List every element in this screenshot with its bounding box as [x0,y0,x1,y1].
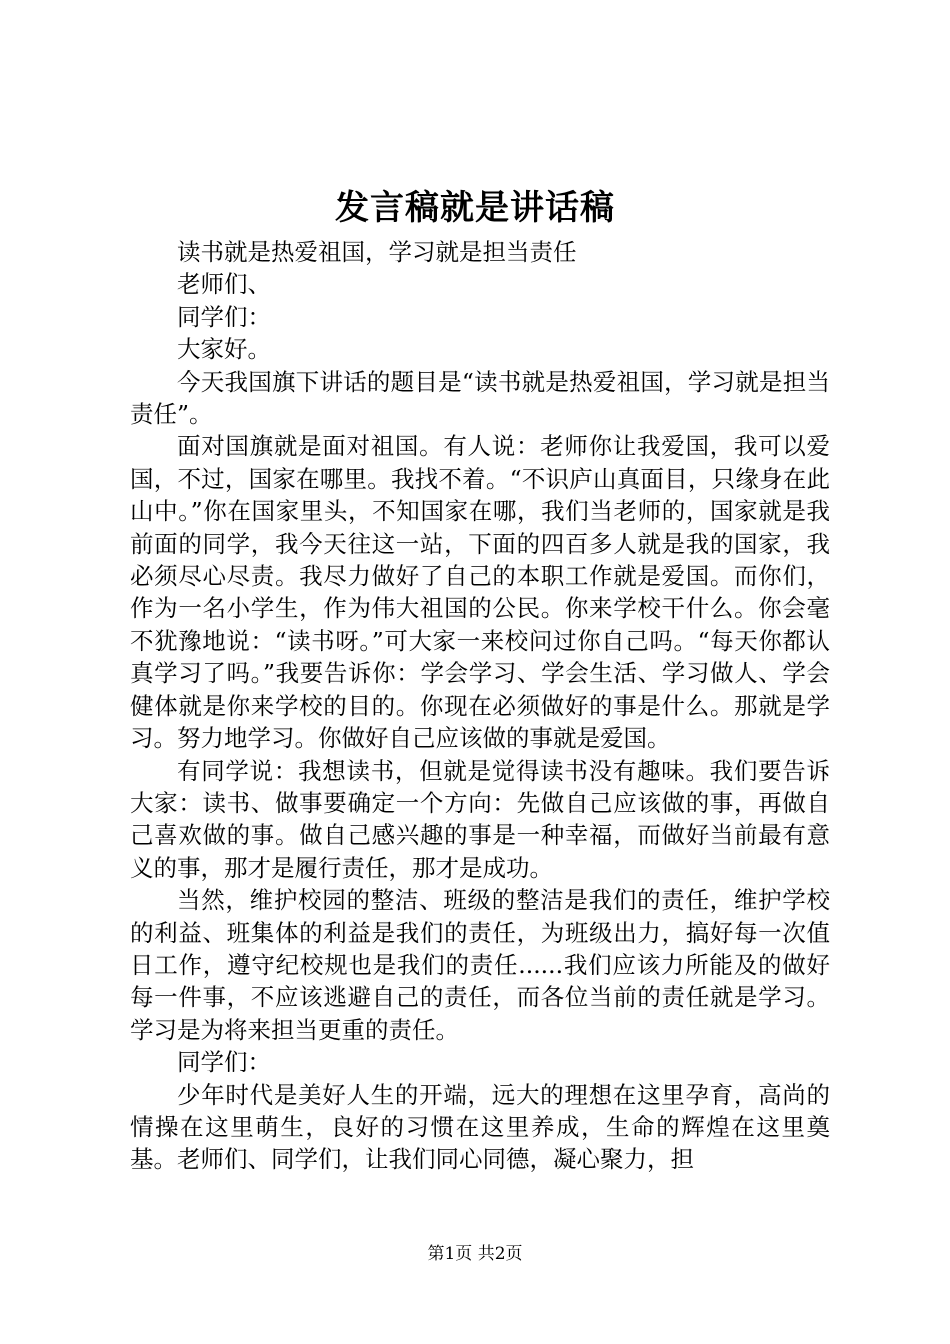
paragraph-salutation-teachers: 老师们、 [177,270,271,299]
paragraph-body: 面对国旗就是面对祖国。有人说：老师你让我爱国，我可以爱国，不过，国家在哪里。我找不着。“不识庐山真面目，只缘身在此山中。”你在国家里头，不知国家在哪，我们当老师的，国家就是我前面的同学，我今天往这一站，下面的四百多人就是我的国家，我必须尽心尽责。我尽力做好了自己的本职工作就是爱国。而你们，作为一名小学生，作为伟大祖国的公民。你来学校干什么。你会毫不犹豫地说：“读书呀。”可大家一来校问过你自己吗。“每天你都认真学习了吗。”我要告诉你：学会学习、学会生活、学习做人、学会健体就是你来学校的目的。你现在必须做好的事是什么。那就是学习。努力地学习。你做好自己应该做的事就是爱国。 [130,432,830,753]
paragraph-body: 当然，维护校园的整洁、班级的整洁是我们的责任，维护学校的利益、班集体的利益是我们的责任，为班级出力，搞好每一次值日工作，遵守纪校规也是我们的责任......我们应该力所能及的做好每一件事，不应该逃避自己的责任，而各位当前的责任就是学习。学习是为将来担当更重的责任。 [130,886,830,1044]
document-body [130,236,830,1176]
paragraph-subtitle: 读书就是热爱祖国，学习就是担当责任 [177,238,577,266]
page-number-footer: 第1页 共2页 [427,1244,523,1264]
document-title: 发言稿就是讲话稿 [335,188,615,228]
paragraph-salutation-students: 同学们： [177,1048,271,1077]
paragraph-salutation-students: 同学们： [177,302,271,331]
paragraph-greeting: 大家好。 [177,335,271,364]
paragraph-body: 少年时代是美好人生的开端，远大的理想在这里孕育，高尚的情操在这里萌生，良好的习惯在这里养成，生命的辉煌在这里奠基。老师们、同学们，让我们同心同德，凝心聚力，担 [130,1080,830,1174]
paragraph-topic: 今天我国旗下讲话的题目是“读书就是热爱祖国，学习就是担当责任”。 [130,367,830,429]
paragraph-body: 有同学说：我想读书，但就是觉得读书没有趣味。我们要告诉大家：读书、做事要确定一个方向：先做自己应该做的事，再做自己喜欢做的事。做自己感兴趣的事是一种幸福，而做好当前最有意义的事，那才是履行责任，那才是成功。 [130,756,830,882]
